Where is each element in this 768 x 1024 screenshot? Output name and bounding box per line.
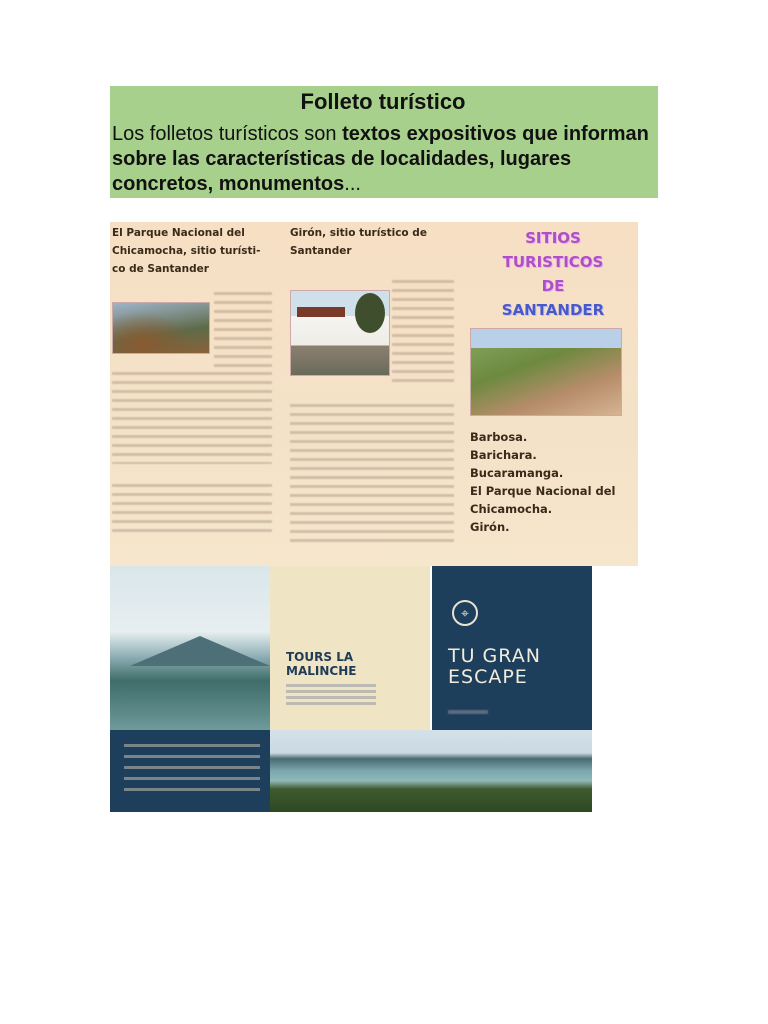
chicamocha-photo: [112, 302, 210, 354]
giron-photo: [290, 290, 390, 376]
lake-photo: [110, 566, 270, 730]
santander-brochure: [110, 222, 638, 566]
giron-text-block-a: [392, 280, 454, 384]
sitios-title: [468, 226, 638, 322]
intro-bold: textos expositivos que informan sobre las características de localidades, lugares concretos, monumentos: [112, 123, 649, 195]
giron-text-block-b: [290, 404, 454, 544]
chicamocha-title: El Parque Nacional del Chicamocha, sitio turísti-co de Santander: [112, 227, 261, 275]
santander-hill-photo: [470, 328, 622, 416]
contact-line: [286, 690, 376, 693]
giron-title: Girón, sitio turístico de Santander: [290, 227, 427, 257]
chicamocha-text-block-c: [112, 484, 272, 534]
bottom-text-panel: [110, 730, 270, 812]
chicamocha-text-block-a: [214, 292, 272, 372]
tours-contact-lines: [286, 684, 376, 708]
landscape-photo: [270, 730, 592, 812]
escape-subtitle-line: [448, 710, 488, 714]
giron-photo-roof: [297, 307, 345, 317]
sitios-title-line2: TURISTICOS: [502, 253, 604, 271]
sitios-title-line1: SITIOS: [525, 229, 581, 247]
brochure-column-chicamocha: [110, 222, 276, 566]
tours-title: TOURS LA MALINCHE: [286, 650, 357, 678]
brochure-column-sitios: [468, 222, 638, 566]
sitios-title-line4: SANTANDER: [501, 301, 605, 319]
lake-photo-mountain: [130, 636, 270, 666]
compass-icon: ⌖: [452, 600, 478, 626]
contact-line: [286, 684, 376, 687]
list-item: El Parque Nacional del Chicamocha.: [470, 484, 616, 516]
contact-line: [286, 696, 376, 699]
intro-plain: Los folletos turísticos son: [112, 123, 343, 145]
tours-panel: [270, 566, 430, 730]
list-item: Barbosa.: [470, 430, 528, 444]
bottom-text-block: [124, 744, 260, 792]
escape-panel: [432, 566, 592, 730]
chicamocha-text-block-b: [112, 372, 272, 464]
list-item: Girón.: [470, 520, 510, 534]
giron-photo-tree: [355, 293, 385, 333]
places-list: [470, 428, 638, 536]
sitios-title-line3: DE: [541, 277, 565, 295]
travel-brochure: [110, 566, 592, 812]
list-item: Bucaramanga.: [470, 466, 564, 480]
intro-ellipsis: ...: [344, 173, 361, 195]
page-title: Folleto turístico: [300, 89, 466, 114]
brochure-column-giron: [288, 222, 458, 566]
intro-paragraph: [112, 122, 654, 197]
contact-line: [286, 702, 376, 705]
escape-title: TU GRAN ESCAPE: [448, 645, 541, 688]
list-item: Barichara.: [470, 448, 537, 462]
header-box: [110, 86, 658, 198]
